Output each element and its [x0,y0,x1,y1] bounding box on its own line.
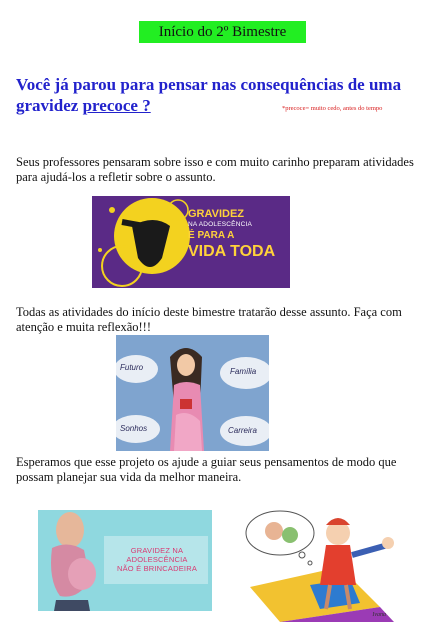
cloud-label-career: Carreira [228,426,257,435]
footnote: *precoce= muito cedo, antes do tempo [282,105,383,112]
artist-signature: Ivana [372,612,386,618]
banner-teen-pregnancy [92,196,290,288]
not-a-game-line-2: ADOLESCÊNCIA [126,555,188,564]
paragraph-1: Seus professores pensaram sobre isso e com muito carinho preparam atividades para ajudá-los a refletir sobre o assunto. [16,155,414,184]
image-thinking-girl [116,335,269,451]
cloud-label-family: Família [230,367,257,376]
banner-line-2: NA ADOLESCÊNCIA [188,221,253,228]
image-girl-with-baby-thought [240,505,394,622]
cloud-label-future: Futuro [120,363,144,372]
banner-line-4: VIDA TODA [188,243,276,260]
page-title: Início do 2º Bimestre [139,21,306,43]
girl-thought-illustration [240,505,394,622]
banner-line-1: GRAVIDEZ [188,208,245,220]
cloud-label-dreams: Sonhos [120,424,148,433]
banner-line-3: É PARA A [188,230,235,241]
question-keyword: precoce ? [82,96,151,115]
not-a-game-line-1: GRAVIDEZ NA [130,546,184,555]
banner-text [188,208,288,261]
paragraph-2: Todas as atividades do início deste bimestre tratarão desse assunto. Faça com atenção e muita reflexão!!! [16,305,402,334]
question-text: Você já parou para pensar nas consequências de uma gravidez [16,75,402,115]
image-not-a-game [38,510,212,611]
not-a-game-text [108,546,206,573]
not-a-game-line-3: NÃO É BRINCADEIRA [116,564,198,573]
paragraph-3: Esperamos que esse projeto os ajude a guiar seus pensamentos de modo que possam planejar sua vida da melhor maneira. [16,455,397,484]
